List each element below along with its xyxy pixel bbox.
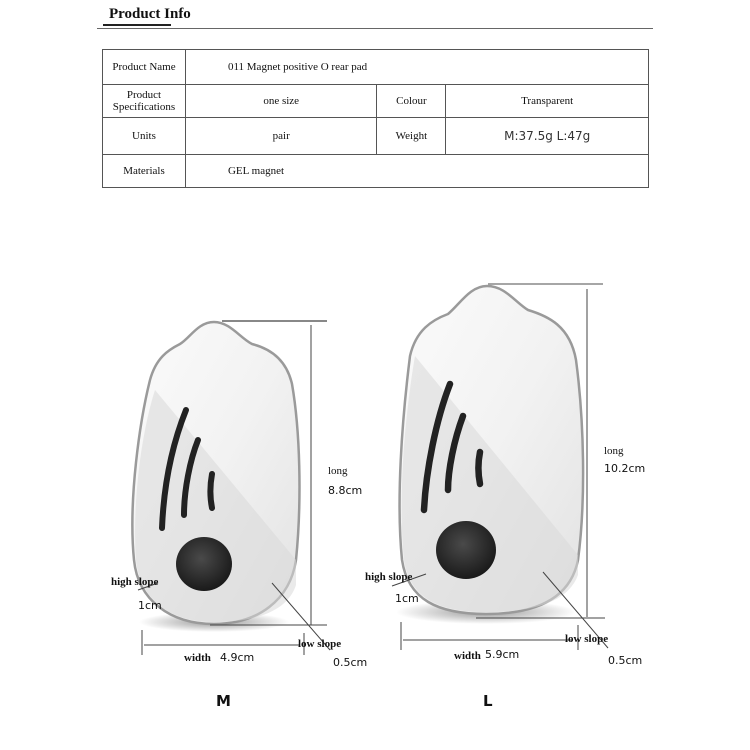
specifications-label: Product Specifications	[103, 85, 186, 118]
units-value: pair	[185, 118, 377, 155]
units-label: Units	[103, 118, 186, 155]
m-high-slope-label: high slope	[111, 576, 159, 588]
l-width-value: 5.9cm	[485, 648, 520, 661]
weight-label: Weight	[377, 118, 446, 155]
specifications-value: one size	[185, 85, 377, 118]
colour-label: Colour	[377, 85, 446, 118]
product-name-label: Product Name	[103, 50, 186, 85]
l-low-slope-value: 0.5cm	[608, 654, 643, 667]
l-width-label: width	[454, 650, 481, 662]
l-low-slope-label: low slope	[565, 633, 609, 645]
materials-value: GEL magnet	[185, 155, 648, 188]
m-low-slope-label: low slope	[298, 638, 342, 650]
weight-value: M:37.5g L:47g	[446, 118, 649, 155]
l-high-slope-label: high slope	[365, 571, 413, 583]
insole-pad-l-image	[396, 286, 583, 624]
l-high-slope-value: 1cm	[395, 592, 419, 605]
m-high-slope-value: 1cm	[138, 599, 162, 612]
size-label-m: M	[216, 692, 231, 710]
colour-value: Transparent	[446, 85, 649, 118]
m-width-value: 4.9cm	[220, 651, 255, 664]
product-name-value: 011 Magnet positive O rear pad	[185, 50, 648, 85]
m-width-label: width	[184, 652, 211, 664]
l-long-value: 10.2cm	[604, 462, 646, 475]
l-long-label: long	[604, 445, 624, 457]
m-low-slope-value: 0.5cm	[333, 656, 368, 669]
m-long-value: 8.8cm	[328, 484, 363, 497]
m-long-label: long	[328, 465, 348, 477]
section-title: Product Info	[109, 6, 191, 22]
size-label-l: L	[483, 692, 493, 710]
materials-label: Materials	[103, 155, 186, 188]
